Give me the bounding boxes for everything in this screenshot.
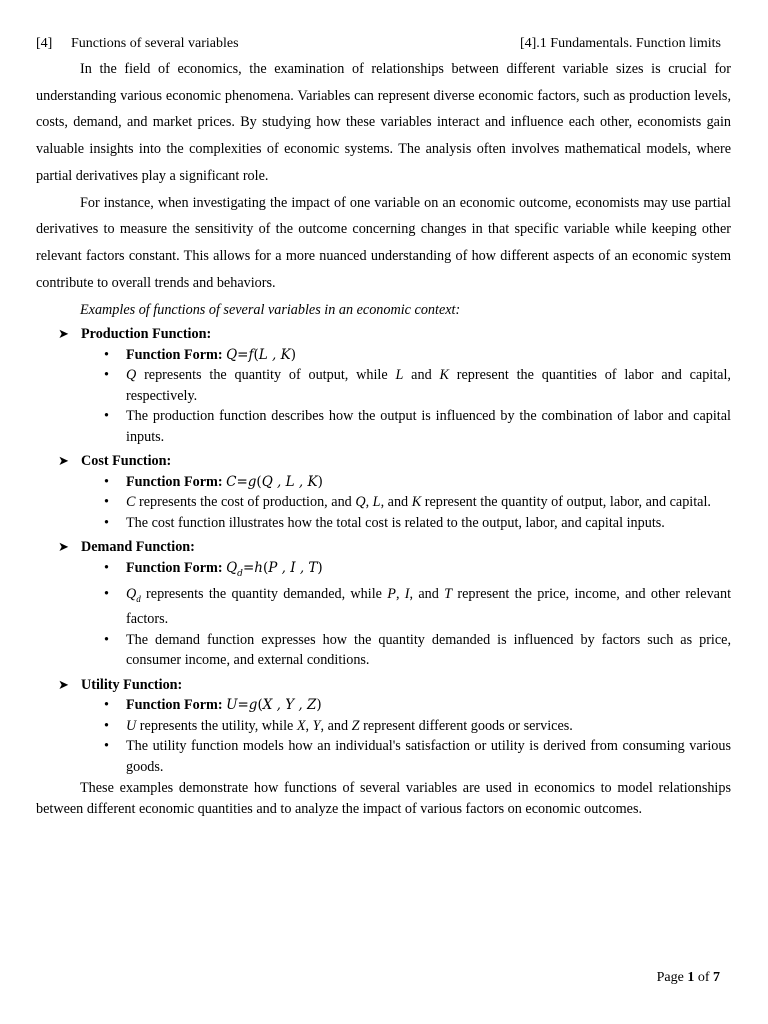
section-bullets bbox=[36, 695, 731, 777]
function-formula: Q=f(L , K) bbox=[226, 346, 296, 363]
bullet-dot-icon: • bbox=[104, 717, 109, 734]
function-form-label: Function Form: bbox=[126, 559, 223, 576]
intro-paragraph: In the field of economics, the examination of relationships between different variable sizes is crucial for understanding various economic phenomena. Variables can represent diverse economic factors, such as production levels, costs, demand, and market prices. By studying how these variables interact and influence each other, economists gain valuable insights into the complexities of economic systems. The analysis often involves mathematical models, where partial derivatives play a significant role. bbox=[36, 61, 731, 184]
page-number: 1 bbox=[687, 970, 695, 985]
bullet-dot-icon: • bbox=[104, 346, 109, 363]
section-title: [4].1 Fundamentals. Function limits bbox=[519, 36, 721, 51]
bullet-dot-icon: • bbox=[104, 586, 109, 603]
list-item: • The production function describes how the output is influenced by the combination of labor and capital inputs. bbox=[104, 408, 731, 445]
bullet-dot-icon: • bbox=[104, 367, 109, 384]
bullet-dot-icon: • bbox=[104, 514, 109, 531]
bullet-dot-icon: • bbox=[104, 559, 109, 576]
bullet-dot-icon: • bbox=[104, 494, 109, 511]
function-section-demand bbox=[36, 537, 731, 671]
arrow-bullet-icon: ➤ bbox=[58, 326, 69, 342]
function-form-label: Function Form: bbox=[126, 697, 223, 714]
list-item: • The utility function models how an individual's satisfaction or utility is derived from consuming various goods. bbox=[104, 738, 731, 775]
page-footer: Page 1 of 7 bbox=[656, 970, 720, 985]
list-item: • C represents the cost of production, and Q, L, and K represent the quantity of output, labor, and capital. bbox=[36, 492, 731, 513]
document-page bbox=[36, 36, 731, 819]
list-item bbox=[36, 472, 731, 493]
list-item bbox=[36, 558, 731, 584]
list-item bbox=[36, 695, 731, 716]
list-item: • Q represents the quantity of output, while L and K represent the quantities of labor and capital, respectively. bbox=[104, 367, 731, 404]
section-bullets bbox=[36, 558, 731, 671]
section-bullets bbox=[36, 345, 731, 448]
function-form-label: Function Form: bbox=[126, 346, 223, 363]
function-section-cost bbox=[36, 451, 731, 533]
conclusion-paragraph: These examples demonstrate how functions of several variables are used in economics to model relationships between different economic quantities and to analyze the impact of various factors on economic outcomes. bbox=[36, 780, 731, 817]
bullet-dot-icon: • bbox=[104, 408, 109, 425]
function-formula: C=g(Q , L , K) bbox=[226, 473, 323, 490]
section-heading: Production Function: bbox=[81, 326, 212, 343]
function-form-label: Function Form: bbox=[126, 473, 223, 490]
bullet-dot-icon: • bbox=[104, 738, 109, 755]
section-heading: Utility Function: bbox=[81, 676, 183, 693]
bullet-dot-icon: • bbox=[104, 473, 109, 490]
function-formula: U=g(X , Y , Z) bbox=[226, 697, 322, 714]
introduction bbox=[36, 56, 731, 296]
list-item: • The demand function expresses how the quantity demanded is influenced by factors such as price, consumer income, and external conditions. bbox=[104, 631, 731, 669]
section-bullets bbox=[36, 472, 731, 534]
section-heading: Cost Function: bbox=[81, 453, 172, 470]
total-pages: 7 bbox=[713, 970, 720, 985]
arrow-bullet-icon: ➤ bbox=[58, 676, 69, 692]
bullet-dot-icon: • bbox=[104, 631, 109, 648]
chapter-number: [4] bbox=[36, 36, 53, 51]
section-heading: Demand Function: bbox=[81, 539, 195, 556]
examples-heading: Examples of functions of several variables in an economic context: bbox=[80, 302, 461, 319]
list-item: • The cost function illustrates how the total cost is related to the output, labor, and capital inputs. bbox=[36, 513, 731, 534]
page-header bbox=[36, 36, 731, 56]
bullet-dot-icon: • bbox=[104, 697, 109, 714]
function-formula: $Q_d=h(P$ , I , T) bbox=[226, 559, 323, 579]
intro-paragraph: For instance, when investigating the impact of one variable on an economic outcome, economists may use partial derivatives to measure the sensitivity of the outcome concerning changes in that specific variable while keeping other relevant factors constant. This allows for a more nuanced understanding of how different aspects of an economic system contribute to overall trends and behaviors. bbox=[36, 194, 731, 291]
chapter-title: Functions of several variables bbox=[71, 36, 239, 51]
conclusion bbox=[36, 778, 731, 819]
list-item: • U represents the utility, while X, Y, and Z represent different goods or services. bbox=[36, 716, 731, 737]
list-item: • $Q_d$ represents the quantity demanded, while P, I, and T represent the price, income, and other relevant factors. bbox=[104, 586, 732, 628]
arrow-bullet-icon: ➤ bbox=[58, 539, 69, 555]
list-item bbox=[36, 345, 731, 366]
function-section-utility bbox=[36, 675, 731, 778]
arrow-bullet-icon: ➤ bbox=[58, 453, 69, 469]
function-section-production bbox=[36, 324, 731, 447]
